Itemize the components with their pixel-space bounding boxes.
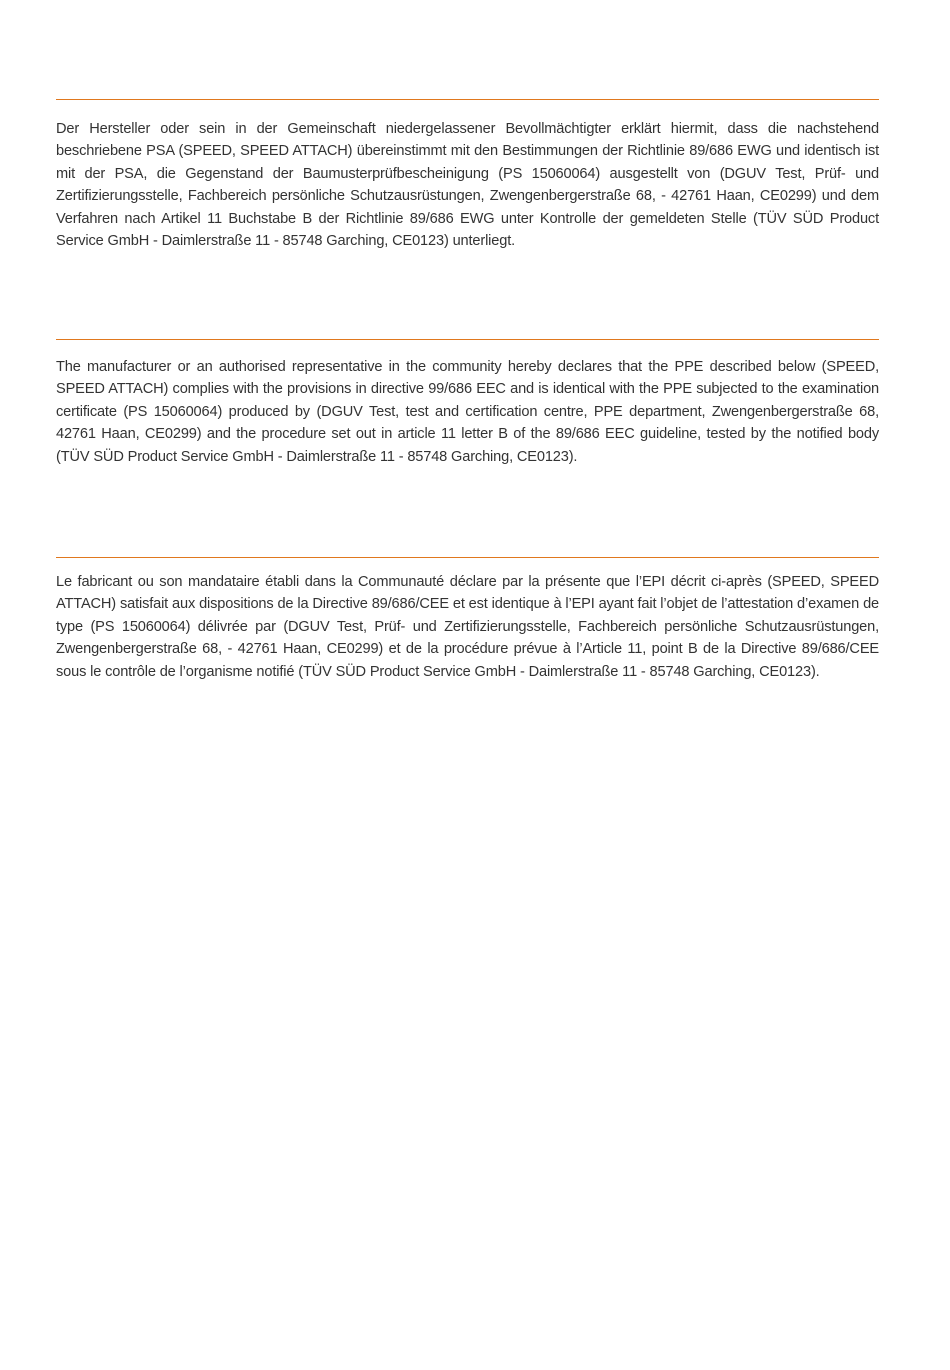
section-divider [56, 557, 879, 558]
declaration-section-english [56, 339, 879, 468]
section-divider [56, 339, 879, 340]
declaration-text-french: Le fabricant ou son mandataire établi dans la Communauté déclare par la présente que l’EPI décrit ci-après (SPEED, SPEED ATTACH) satisfait aux dispositions de la Directive 89/686/CEE et est identique à l’EPI ayant fait l’objet de l’attestation d’examen de type (PS 15060064) délivrée par (DGUV Test, Prüf- und Zertifizierungsstelle, Fachbereich persönliche Schutzausrüstungen, Zwengenbergerstraße 68, - 42761 Haan, CE0299) et de la procédure prévue à l’Article 11, point B de la Directive 89/686/CEE sous le contrôle de l’organisme notifié (TÜV SÜD Product Service GmbH - Daimlerstraße 11 - 85748 Garching, CE0123). [56, 574, 879, 680]
declaration-text-english: The manufacturer or an authorised representative in the community hereby declares that the PPE described below (SPEED, SPEED ATTACH) complies with the provisions in directive 99/686 EEC and is identical with the PPE subjected to the examination certificate (PS 15060064) produced by (DGUV Test, test and certification centre, PPE department, Zwengenbergerstraße 68, 42761 Haan, CE0299) and the procedure set out in article 11 letter B of the 89/686 EEC guideline, tested by the notified body (TÜV SÜD Product Service GmbH - Daimlerstraße 11 - 85748 Garching, CE0123). [56, 359, 879, 465]
section-divider [56, 99, 879, 100]
declaration-section-german [56, 99, 879, 252]
declaration-text-german: Der Hersteller oder sein in der Gemeinschaft niedergelassener Bevollmächtigter erklärt hiermit, dass die nachstehend beschriebene PSA (SPEED, SPEED ATTACH) übereinstimmt mit den Bestimmungen der Richtlinie 89/686 EWG und identisch ist mit der PSA, die Gegenstand der Baumusterprüfbescheinigung (PS 15060064) ausgestellt von (DGUV Test, Prüf- und Zertifizierungsstelle, Fachbereich persönliche Schutzausrüstungen, Zwengenbergerstraße 68, - 42761 Haan, CE0299) und dem Verfahren nach Artikel 11 Buchstabe B der Richtlinie 89/686 EWG unter Kontrolle der gemeldeten Stelle (TÜV SÜD Product Service GmbH - Daimlerstraße 11 - 85748 Garching, CE0123) unterliegt. [56, 121, 879, 250]
declaration-section-french [56, 557, 879, 683]
